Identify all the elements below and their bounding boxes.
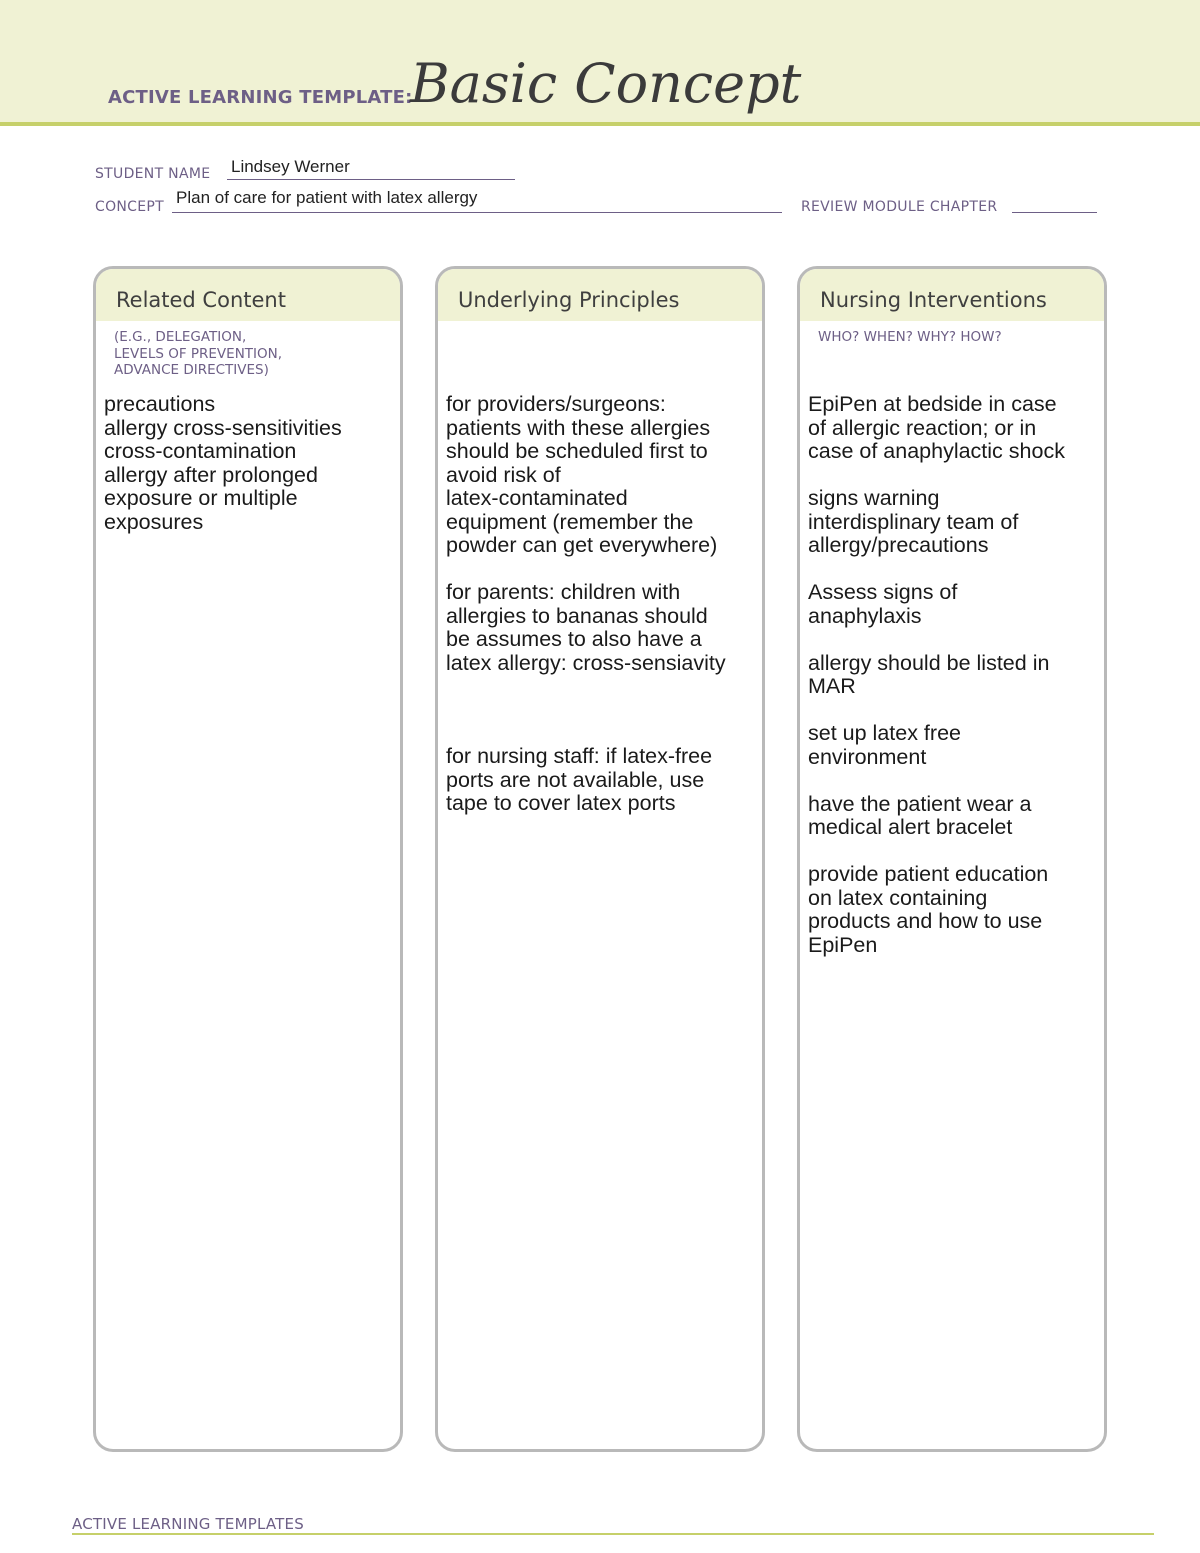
concept-line	[172, 212, 782, 213]
related-content-header	[96, 269, 400, 321]
footer-rule	[72, 1533, 1154, 1535]
related-content-panel	[93, 266, 403, 1452]
principle-paragraph: for nursing staff: if latex-free ports are not available, use tape to cover latex ports	[446, 744, 713, 815]
related-content-text: precautions allergy cross-sensitivities cross-contamination allergy after prolonged exposure or multiple exposures	[104, 392, 342, 534]
nursing-interventions-title: Nursing Interventions	[820, 288, 1047, 312]
nursing-interventions-subtitle: WHO? WHEN? WHY? HOW?	[818, 329, 1002, 345]
principle-paragraph: for parents: children with allergies to bananas should be assumes to also have a latex allergy: cross-sensiavity	[446, 580, 726, 675]
student-name-line	[227, 179, 515, 180]
header-rule	[0, 122, 1200, 126]
page-title: Basic Concept	[410, 52, 802, 115]
intervention-paragraph: set up latex free environment	[808, 721, 961, 769]
underlying-principles-body[interactable]	[446, 393, 756, 816]
review-module-line[interactable]	[1012, 212, 1097, 213]
nursing-interventions-header	[800, 269, 1104, 321]
related-content-body[interactable]	[104, 393, 394, 534]
paragraph-gap	[446, 675, 756, 745]
nursing-interventions-body[interactable]	[808, 393, 1098, 957]
footer-label: ACTIVE LEARNING TEMPLATES	[72, 1515, 304, 1533]
intervention-paragraph: provide patient education on latex containing products and how to use EpiPen	[808, 862, 1049, 957]
nursing-interventions-panel	[797, 266, 1107, 1452]
student-name-label: STUDENT NAME	[95, 166, 211, 182]
underlying-principles-title: Underlying Principles	[458, 288, 680, 312]
intervention-paragraph: signs warning interdisplinary team of allergy/precautions	[808, 486, 1019, 557]
underlying-principles-header	[438, 269, 762, 321]
review-module-label: REVIEW MODULE CHAPTER	[801, 199, 998, 215]
related-content-subtitle: (E.G., DELEGATION, LEVELS OF PREVENTION, ADVANCE DIRECTIVES)	[114, 329, 283, 378]
intervention-paragraph: have the patient wear a medical alert bracelet	[808, 791, 1032, 839]
intervention-paragraph: Assess signs of anaphylaxis	[808, 580, 958, 628]
concept-label: CONCEPT	[95, 199, 164, 215]
concept-value[interactable]: Plan of care for patient with latex allergy	[176, 188, 478, 207]
student-name-value[interactable]: Lindsey Werner	[231, 157, 350, 176]
underlying-principles-panel	[435, 266, 765, 1452]
intervention-paragraph: EpiPen at bedside in case of allergic reaction; or in case of anaphylactic shock	[808, 392, 1065, 463]
intervention-paragraph: allergy should be listed in MAR	[808, 650, 1050, 698]
principle-paragraph: for providers/surgeons: patients with these allergies should be scheduled first to avoid risk of latex-contaminated equipment (remember the powder can get everywhere)	[446, 392, 718, 557]
related-content-title: Related Content	[116, 288, 286, 312]
template-label: ACTIVE LEARNING TEMPLATE:	[108, 87, 413, 108]
